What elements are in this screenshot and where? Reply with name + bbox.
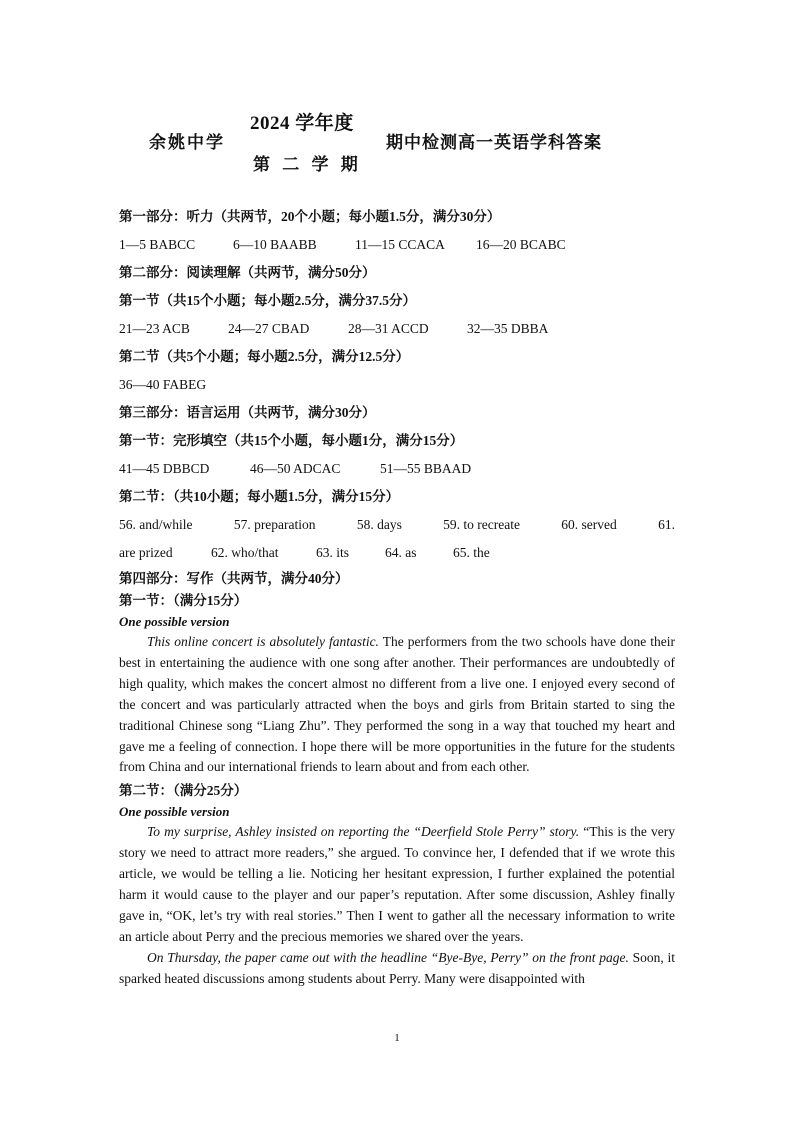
sec2-version-label: One possible version — [119, 804, 230, 820]
sec2-essay-p1 — [119, 822, 675, 947]
part3-sec2-row1 — [119, 514, 675, 542]
sec2-essay-p1-text: “This is the very story we need to attract more readers,” she argued. To convince her, I defended that if we wrote this article, we would be telling a lie. Noticing her hesitant expression, I further explained the potential harm it would cause to the player and our paper’s reputation. After some discussion, Ashley finally gave in, “OK, let’s try with real stories.” Then I went to gather all the necessary information to write an article about Perry and the precious memories we shared over the years. — [119, 824, 675, 944]
fill-answer: 57. preparation — [233, 517, 316, 532]
answer-group: 16—20 BCABC — [476, 237, 566, 252]
answer-group: 11—15 CCACA — [355, 237, 445, 252]
part1-heading: 第一部分：听力（共两节，20个小题；每小题1.5分，满分30分） — [119, 209, 501, 224]
answer-content — [119, 206, 675, 990]
title-school: 余姚中学 — [149, 133, 225, 152]
answer-group: 24—27 CBAD — [228, 321, 310, 336]
sec2-essay-p2-lead: On Thursday, the paper came out with the headline “Bye-Bye, Perry” on the front page. — [147, 949, 629, 965]
answer-group: 1—5 BABCC — [119, 237, 196, 252]
part4-sec2-heading: 第二节：（满分25分） — [119, 783, 248, 799]
answer-group: 46—50 ADCAC — [250, 461, 341, 476]
answer-group: 28—31 ACCD — [348, 321, 429, 336]
part3-sec2-row2 — [119, 542, 675, 568]
sec1-version-label: One possible version — [119, 614, 230, 629]
fill-answer: 58. days — [356, 517, 402, 532]
fill-answer: 65. the — [453, 545, 490, 560]
part2-sec2-heading: 第二节（共5个小题；每小题2.5分，满分12.5分） — [119, 349, 410, 364]
part3-sec2-heading: 第二节：（共10小题；每小题1.5分，满分15分） — [119, 489, 400, 504]
fill-answer: 64. as — [385, 545, 417, 560]
fill-answer: are prized — [119, 545, 173, 560]
answer-group: 21—23 ACB — [119, 321, 190, 336]
fill-answer: 56. and/while — [119, 517, 193, 532]
fill-answer: 60. served — [561, 517, 617, 532]
part3-sec1-heading: 第一节：完形填空（共15个小题，每小题1分，满分15分） — [119, 433, 464, 448]
sec1-essay-lead: This online concert is absolutely fantastic. — [147, 634, 379, 649]
part2-heading: 第二部分：阅读理解（共两节，满分50分） — [119, 265, 376, 280]
part2-sec1-answers — [119, 318, 675, 346]
sec2-essay-p2-text: Soon, it sparked heated discussions among students about Perry. Many were disappointed with — [119, 949, 676, 986]
answer-group: 36—40 FABEG — [119, 377, 207, 392]
part3-heading: 第三部分：语言运用（共两节，满分30分） — [119, 405, 376, 420]
fill-answer: 61. — [658, 517, 675, 532]
answer-group: 41—45 DBBCD — [119, 461, 210, 476]
answer-group: 6—10 BAABB — [233, 237, 317, 252]
sec2-essay-p2 — [119, 948, 675, 990]
title-block — [0, 0, 794, 190]
part2-sec1-heading: 第一节（共15个小题；每小题2.5分，满分37.5分） — [119, 293, 416, 308]
fill-answer: 62. who/that — [211, 545, 279, 560]
title-exam: 期中检测高一英语学科答案 — [386, 133, 602, 152]
sec2-essay-p1-lead: To my surprise, Ashley insisted on reporting the “Deerfield Stole Perry” story. — [147, 824, 580, 840]
title-term: 第 二 学 期 — [253, 155, 359, 174]
sec1-essay — [119, 632, 675, 778]
part2-sec2-answers — [119, 374, 675, 402]
part1-answers — [119, 234, 675, 262]
page-number: 1 — [394, 1032, 400, 1044]
title-year: 2024 学年度 — [250, 113, 354, 134]
part4-heading: 第四部分：写作（共两节，满分40分） — [119, 571, 349, 586]
fill-answer: 59. to recreate — [443, 517, 520, 532]
fill-answer: 63. its — [316, 545, 350, 560]
answer-group: 51—55 BBAAD — [380, 461, 472, 476]
part4-sec1-heading: 第一节：（满分15分） — [119, 593, 248, 608]
answer-group: 32—35 DBBA — [467, 321, 549, 336]
sec1-essay-text: The performers from the two schools have done their best in entertaining the audience with one song after another. Their performances are undoubtedly of high quality, which makes the concert almost no different from a live one. I enjoyed every second of the concert and was particularly attracted when the boys and girls from Britain started to sing the traditional Chinese song “Liang Zhu”. They performed the song in a way that touched my heart and gave me a feeling of connection. I hope there will be more opportunities in the future for the students from China and our international friends to learn about and from each other. — [119, 634, 675, 775]
part3-sec1-answers — [119, 458, 675, 486]
